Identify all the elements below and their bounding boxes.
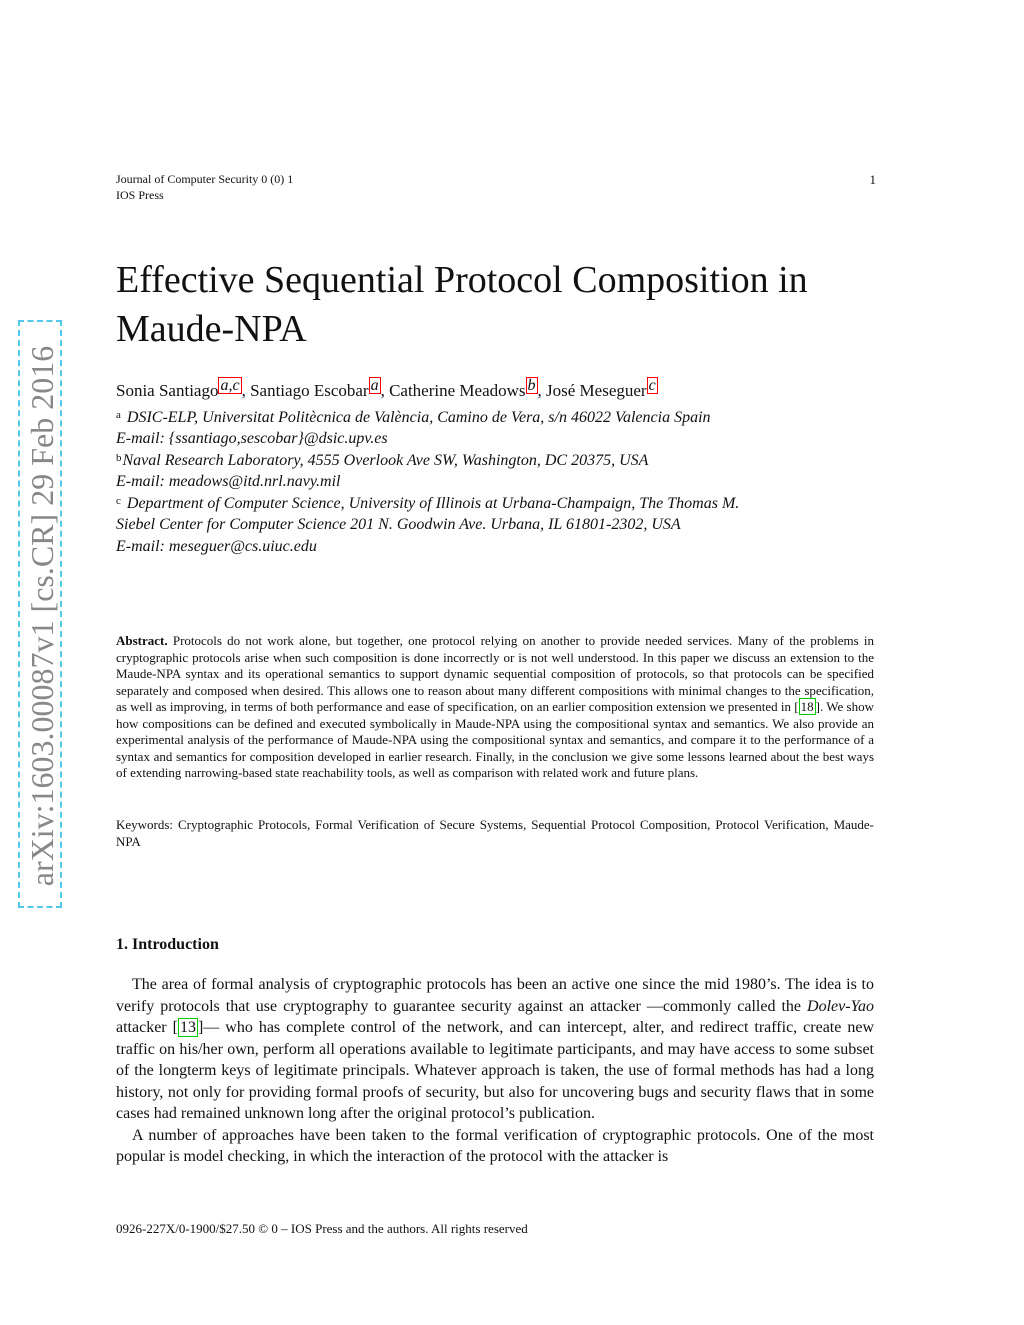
page-number: 1 — [869, 172, 876, 187]
affiliation-b-text: Naval Research Laboratory, 4555 Overlook Ave SW, Washington, DC 20375, USA — [122, 452, 649, 469]
affiliation-a-text: DSIC-ELP, Universitat Politècnica de València, Camino de Vera, s/n 46022 Valencia Spain — [126, 409, 711, 426]
abstract-label: Abstract. — [116, 633, 168, 648]
affiliation-c — [116, 493, 739, 516]
abstract — [116, 633, 874, 782]
author-4: , José Meseguer — [537, 381, 647, 400]
author-list — [116, 377, 658, 402]
introduction-body — [116, 974, 874, 1168]
intro-paragraph-2: A number of approaches have been taken to the formal verification of cryptographic protocols. One of the most popular is model checking, in which the interaction of the protocol with the attacker is — [116, 1126, 874, 1165]
copyright-footer: 0926-227X/0-1900/$27.50 © 0 – IOS Press and the authors. All rights reserved — [116, 1221, 528, 1236]
citation-link-13[interactable]: 13 — [179, 1019, 196, 1036]
publisher: IOS Press — [116, 188, 164, 202]
affiliation-c-email: E-mail: meseguer@cs.uiuc.edu — [116, 538, 317, 555]
author-3-affil-link[interactable]: b — [527, 377, 536, 394]
affiliation-a-marker: a — [116, 409, 121, 421]
affiliation-b-email: E-mail: meadows@itd.nrl.navy.mil — [116, 473, 341, 490]
intro-p1-text-c: ]— who has complete control of the network, and can intercept, alter, and redirect traffic, create new traffic on his/her own, perform all operations available to legitimate participants, and may have access to some subset of the longterm keys of legitimate principals. Whatever approach is taken, the use of formal methods has had a long history, not only for providing formal proofs of security, but also for uncovering bugs and security flaws that in some cases had remained unknown long after the original protocol’s publication. — [116, 1019, 875, 1122]
affiliation-a-email: E-mail: {ssantiago,sescobar}@dsic.upv.es — [116, 430, 388, 447]
section-heading-introduction: 1. Introduction — [116, 936, 219, 953]
author-2: , Santiago Escobar — [241, 381, 369, 400]
dolev-yao-emphasis: Dolev-Yao — [807, 997, 874, 1015]
affiliation-c-line2: Siebel Center for Computer Science 201 N. Goodwin Ave. Urbana, IL 61801-2302, USA — [116, 516, 681, 533]
intro-p1-text-b: attacker [ — [116, 1019, 178, 1036]
author-1-affil-link[interactable]: a,c — [220, 377, 240, 394]
arxiv-stamp: arXiv:1603.00087v1 [cs.CR] 29 Feb 2016 — [24, 345, 60, 887]
title-line-2: Maude-NPA — [116, 308, 307, 350]
author-3: , Catherine Meadows — [380, 381, 526, 400]
title-line-1: Effective Sequential Protocol Composition in — [116, 259, 808, 301]
citation-link-18[interactable]: 18 — [800, 699, 814, 714]
author-2-affil-link[interactable]: a — [370, 377, 379, 394]
author-1: Sonia Santiago — [116, 381, 219, 400]
keywords: Keywords: Cryptographic Protocols, Formal Verification of Secure Systems, Sequential Protocol Composition, Protocol Verification, Maude-NPA — [116, 817, 874, 849]
affiliation-c-text: Department of Computer Science, University of Illinois at Urbana-Champaign, The Thomas M. — [126, 495, 740, 512]
intro-paragraph-1 — [116, 974, 874, 1125]
affiliation-b — [116, 450, 648, 473]
abstract-text-2: ]. We show how compositions can be defined and executed symbolically in Maude-NPA using the compositional syntax and semantics. We also provide an experimental analysis of the performance of Maude-NPA using the compositional syntax and semantics, and compare it to the performance of a syntax and semantics for composition developed in earlier research. Finally, in the conclusion we give some lessons learned about the best ways of extending narrowing-based state reachability tools, as well as comparison with related work and future plans. — [116, 699, 874, 780]
abstract-text-1: Protocols do not work alone, but together, one protocol relying on another to provide needed services. Many of the problems in cryptographic protocols arise when such composition is done incorrectly or is not well understood. In this paper we discuss an extension to the Maude-NPA syntax and its operational semantics to support dynamic sequential composition of protocols, so that protocols can be specified separately and composed when desired. This allows one to reason about many different compositions with minimal changes to the specification, as well as improving, in terms of both performance and ease of specification, on an earlier composition extension we presented in [ — [116, 633, 874, 714]
journal-name: Journal of Computer Security 0 (0) 1 — [116, 172, 294, 186]
arxiv-stamp-box[interactable] — [18, 320, 62, 908]
intro-p1-text-a: The area of formal analysis of cryptographic protocols has been an active one since the mid 1980’s. The idea is to verify protocols that use cryptography to guarantee security against an attacker —commonly called the — [116, 976, 874, 1015]
affiliation-b-marker: b — [116, 452, 122, 464]
author-4-affil-link[interactable]: c — [648, 377, 656, 394]
affiliation-a — [116, 407, 711, 430]
affiliation-c-marker: c — [116, 495, 121, 507]
paper-title — [116, 256, 896, 354]
